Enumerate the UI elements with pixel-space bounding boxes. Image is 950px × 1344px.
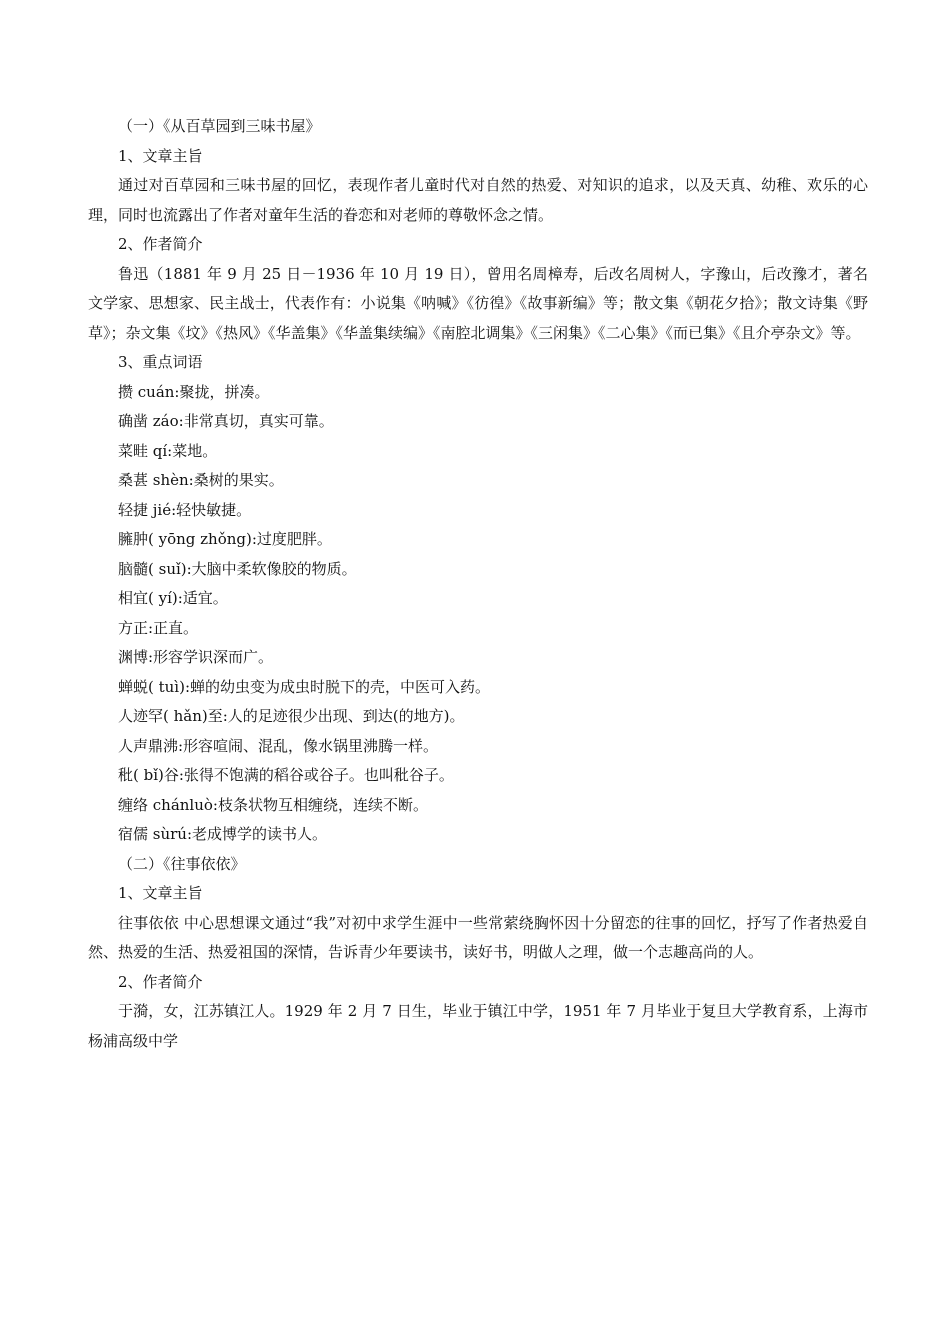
section1-author-title: 2、作者简介 <box>118 235 203 253</box>
vocab-item: 臃肿( yōng zhǒng):过度肥胖。 <box>118 530 332 548</box>
vocab-item: 相宜( yí):适宜。 <box>118 589 228 607</box>
vocab-item: 秕( bǐ)谷:张得不饱满的稻谷或谷子。也叫秕谷子。 <box>118 766 454 784</box>
section1-heading: （一）《从百草园到三味书屋》 <box>118 117 321 135</box>
section2-theme-title: 1、文章主旨 <box>118 884 203 902</box>
vocab-item: 蝉蜕( tuì):蝉的幼虫变为成虫时脱下的壳，中医可入药。 <box>118 677 491 696</box>
section2-author-title: 2、作者简介 <box>118 972 203 991</box>
vocab-item: 桑葚 shèn:桑树的果实。 <box>118 471 284 489</box>
vocab-item: 确凿 záo:非常真切，真实可靠。 <box>118 412 334 430</box>
vocab-item: 菜畦 qí:菜地。 <box>118 441 218 460</box>
document-page <box>88 112 868 1056</box>
vocab-item: 宿儒 sùrú:老成博学的读书人。 <box>118 825 328 843</box>
section1-author-text: 鲁迅（1881 年 9 月 25 日－1936 年 10 月 19 日），曾用名周樟寿，后改名周树人，字豫山，后改豫才，著名文学家、思想家、民主战士，代表作有：小说集《呐喊》《彷徨》《故事新编》等；散文集《朝花夕拾》；散文诗集《野草》；杂文集《坟》《热风》《华盖集》《华盖集续编》《南腔北调集》《三闲集》《二心集》《而已集》《且介亭杂文》等。 <box>88 264 868 342</box>
section1-words-title: 3、重点词语 <box>118 353 203 371</box>
section2-heading: （二）《往事依依》 <box>118 854 246 873</box>
vocab-item: 渊博:形容学识深而广。 <box>118 648 274 666</box>
vocab-item: 攒 cuán:聚拢，拼凑。 <box>118 382 270 401</box>
vocabulary-list <box>88 378 868 850</box>
vocab-item: 方正:正直。 <box>118 618 199 637</box>
section1-theme-text: 通过对百草园和三味书屋的回忆，表现作者儿童时代对自然的热爱、对知识的追求，以及天真、幼稚、欢乐的心理，同时也流露出了作者对童年生活的眷恋和对老师的尊敬怀念之情。 <box>88 176 868 224</box>
vocab-item: 人声鼎沸:形容喧闹、混乱，像水锅里沸腾一样。 <box>118 736 439 755</box>
vocab-item: 轻捷 jié:轻快敏捷。 <box>118 500 252 519</box>
section1-theme-title: 1、文章主旨 <box>118 146 203 165</box>
section2-author-text: 于漪，女，江苏镇江人。1929 年 2 月 7 日生，毕业于镇江中学，1951 年 7 月毕业于复旦大学教育系，上海市杨浦高级中学 <box>88 1002 868 1050</box>
section2-theme-text: 往事依依 中心思想课文通过“我”对初中求学生涯中一些常萦绕胸怀因十分留恋的往事的回忆，抒写了作者热爱自然、热爱的生活、热爱祖国的深情，告诉青少年要读书，读好书，明做人之理，做一个志趣高尚的人。 <box>88 913 868 961</box>
vocab-item: 脑髓( suǐ):大脑中柔软像胶的物质。 <box>118 559 357 578</box>
vocab-item: 人迹罕( hǎn)至:人的足迹很少出现、到达(的地方)。 <box>118 707 465 725</box>
vocab-item: 缠络 chánluò:枝条状物互相缠绕，连续不断。 <box>118 795 428 814</box>
